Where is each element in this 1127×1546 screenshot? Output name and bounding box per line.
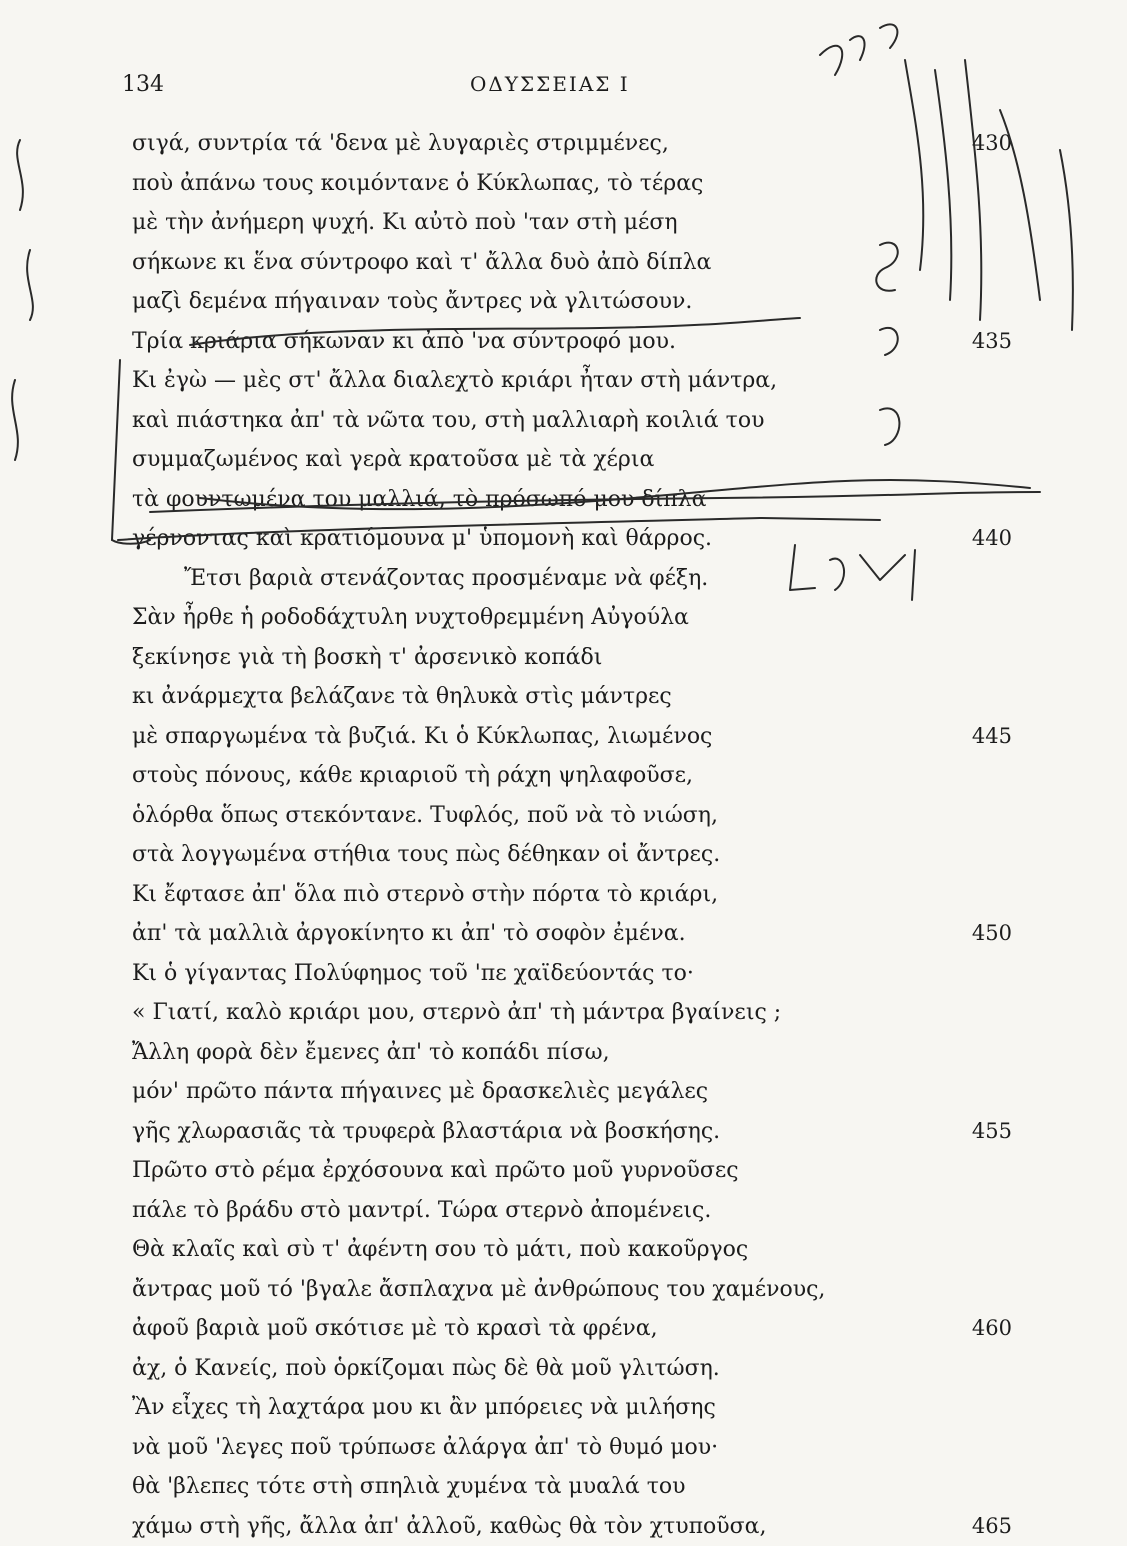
verse-line — [132, 124, 1012, 164]
verse-text: ἄντρας μοῦ τό 'βγαλε ἄσπλαχνα μὲ ἀνθρώπους του χαμένους, — [132, 1270, 825, 1310]
verse-text: στὰ λογγωμένα στήθια τους πὼς δέθηκαν οἱ ἄντρες. — [132, 835, 720, 875]
line-number: 465 — [972, 1507, 1012, 1546]
verse-line — [132, 914, 1012, 954]
verse-line — [132, 282, 1012, 322]
verse-line — [132, 164, 1012, 204]
verse-text: χάμω στὴ γῆς, ἄλλα ἀπ' ἀλλοῦ, καθὼς θὰ τὸν χτυποῦσα, — [132, 1507, 767, 1546]
verse-text: μόν' πρῶτο πάντα πήγαινες μὲ δρασκελιὲς μεγάλες — [132, 1072, 708, 1112]
verse-line — [132, 1270, 1012, 1310]
verse-text: συμμαζωμένος καὶ γερὰ κρατοῦσα μὲ τὰ χέρια — [132, 440, 654, 480]
verse-line — [132, 638, 1012, 678]
verse-line — [132, 322, 1012, 362]
line-number: 445 — [972, 717, 1012, 757]
margin-letters-top — [820, 24, 897, 75]
verse-text: Κι ὁ γίγαντας Πολύφημος τοῦ 'πε χαϊδεύοντάς το· — [132, 954, 694, 994]
verse-line — [132, 1467, 1012, 1507]
verse-text: Ἔτσι βαριὰ στενάζοντας προσμέναμε νὰ φέξη. — [132, 559, 708, 599]
running-title: ΟΔΥΣΣΕΙΑΣ Ι — [470, 72, 630, 96]
verse-line — [132, 401, 1012, 441]
verse-text: Κι ἔφτασε ἀπ' ὅλα πιὸ στερνὸ στὴν πόρτα τὸ κριάρι, — [132, 875, 718, 915]
verse-text: Θὰ κλαῖς καὶ σὺ τ' ἀφέντη σου τὸ μάτι, ποὺ κακοῦργος — [132, 1230, 748, 1270]
verse-text: θὰ 'βλεπες τότε στὴ σπηλιὰ χυμένα τὰ μυαλά του — [132, 1467, 686, 1507]
verse-text: Ἄλλη φορὰ δὲν ἔμενες ἀπ' τὸ κοπάδι πίσω, — [132, 1033, 610, 1073]
verse-line — [132, 1428, 1012, 1468]
verse-line — [132, 993, 1012, 1033]
verse-text: ξεκίνησε γιὰ τὴ βοσκὴ τ' ἀρσενικὸ κοπάδι — [132, 638, 602, 678]
verse-line — [132, 440, 1012, 480]
line-number: 430 — [972, 124, 1012, 164]
verse-text: σήκωνε κι ἕνα σύντροφο καὶ τ' ἄλλα δυὸ ἀπὸ δίπλα — [132, 243, 711, 283]
verse-line — [132, 1388, 1012, 1428]
verse-line — [132, 1230, 1012, 1270]
verse-text: ἀπ' τὰ μαλλιὰ ἀργοκίνητο κι ἀπ' τὸ σοφὸν ἐμένα. — [132, 914, 686, 954]
verse-line — [132, 756, 1012, 796]
verse-line — [132, 1507, 1012, 1546]
verse-line — [132, 796, 1012, 836]
verse-text: πάλε τὸ βράδυ στὸ μαντρί. Τώρα στερνὸ ἀπομένεις. — [132, 1191, 711, 1231]
verse-text: στοὺς πόνους, κάθε κριαριοῦ τὴ ράχη ψηλαφοῦσε, — [132, 756, 693, 796]
line-number: 450 — [972, 914, 1012, 954]
verse-text: γῆς χλωρασιᾶς τὰ τρυφερὰ βλαστάρια νὰ βοσκήσης. — [132, 1112, 720, 1152]
verse-text: « Γιατί, καλὸ κριάρι μου, στερνὸ ἀπ' τὴ μάντρα βγαίνεις ; — [132, 993, 781, 1033]
verse-line — [132, 243, 1012, 283]
verse-line — [132, 1033, 1012, 1073]
verse-text: Σὰν ἦρθε ἡ ροδοδάχτυλη νυχτοθρεμμένη Αὐγούλα — [132, 598, 689, 638]
verse-text: μὲ σπαργωμένα τὰ βυζιά. Κι ὁ Κύκλωπας, λιωμένος — [132, 717, 712, 757]
verse-text: κι ἀνάρμεχτα βελάζανε τὰ θηλυκὰ στὶς μάντρες — [132, 677, 672, 717]
verse-text: Κι ἐγὼ — μὲς στ' ἄλλα διαλεχτὸ κριάρι ἦταν στὴ μάντρα, — [132, 361, 777, 401]
line-number: 455 — [972, 1112, 1012, 1152]
verse-line — [132, 203, 1012, 243]
line-number: 435 — [972, 322, 1012, 362]
verse-line — [132, 954, 1012, 994]
verse-text: Τρία κριάρια σήκωναν κι ἀπὸ 'να σύντροφό μου. — [132, 322, 676, 362]
verse-text: ἀφοῦ βαριὰ μοῦ σκότισε μὲ τὸ κρασὶ τὰ φρένα, — [132, 1309, 658, 1349]
verse-line — [132, 480, 1012, 520]
verse-line — [132, 677, 1012, 717]
page-number: 134 — [122, 72, 164, 97]
verse-text: γέρνοντας καὶ κρατιόμουνα μ' ὑπομονὴ καὶ θάρρος. — [132, 519, 712, 559]
verse-line — [132, 1072, 1012, 1112]
verse-text: ἀχ, ὁ Κανείς, ποὺ ὁρκίζομαι πὼς δὲ θὰ μοῦ γλιτώση. — [132, 1349, 720, 1389]
verse-line — [132, 1191, 1012, 1231]
left-margin-bracket — [112, 360, 120, 540]
verse-line — [132, 1349, 1012, 1389]
verse-text: Πρῶτο στὸ ρέμα ἐρχόσουνα καὶ πρῶτο μοῦ γυρνοῦσες — [132, 1151, 739, 1191]
line-number: 440 — [972, 519, 1012, 559]
verse-line — [132, 875, 1012, 915]
verse-line — [132, 559, 1012, 599]
verse-text: ὁλόρθα ὅπως στεκόντανε. Τυφλός, ποῦ νὰ τὸ νιώση, — [132, 796, 718, 836]
verse-text: καὶ πιάστηκα ἀπ' τὰ νῶτα του, στὴ μαλλιαρὴ κοιλιά του — [132, 401, 764, 441]
verse-text: Ἂν εἶχες τὴ λαχτάρα μου κι ἂν μπόρειες νὰ μιλήσης — [132, 1388, 716, 1428]
verse-line — [132, 361, 1012, 401]
margin-left-marks — [12, 140, 33, 460]
verse-line — [132, 1112, 1012, 1152]
line-number: 460 — [972, 1309, 1012, 1349]
verse-text: μὲ τὴν ἀνήμερη ψυχή. Κι αὐτὸ ποὺ 'ταν στὴ μέση — [132, 203, 678, 243]
verse-text: νὰ μοῦ 'λεγες ποῦ τρύπωσε ἀλάργα ἀπ' τὸ θυμό μου· — [132, 1428, 718, 1468]
verse-line — [132, 835, 1012, 875]
verse-line — [132, 1309, 1012, 1349]
verse-text: σιγά, συντρία τά 'δενα μὲ λυγαριὲς στριμμένες, — [132, 124, 669, 164]
verse-line — [132, 598, 1012, 638]
verse-block — [132, 124, 1012, 1546]
verse-text: ποὺ ἀπάνω τους κοιμόντανε ὁ Κύκλωπας, τὸ τέρας — [132, 164, 703, 204]
verse-line — [132, 1151, 1012, 1191]
verse-text: τὰ φουντωμένα του μαλλιά, τὸ πρόσωπό μου δίπλα — [132, 480, 706, 520]
verse-line — [132, 519, 1012, 559]
verse-text: μαζὶ δεμένα πήγαιναν τοὺς ἄντρες νὰ γλιτώσουν. — [132, 282, 692, 322]
verse-line — [132, 717, 1012, 757]
